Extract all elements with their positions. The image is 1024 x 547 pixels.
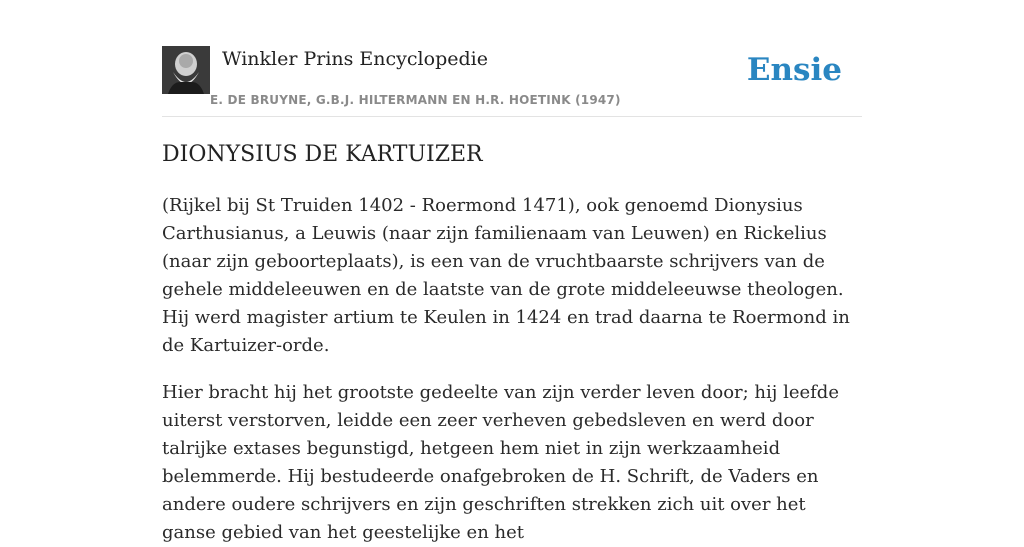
site-title[interactable]: Winkler Prins Encyclopedie: [222, 48, 488, 70]
article-paragraph: Hier bracht hij het grootste gedeelte van zijn verder leven door; hij leefde uiterst verstorven, leidde een zeer verheven gebedsleven en werd door talrijke extases begunstigd, hetgeen hem niet in zijn werkzaamheid belemmerde. Hij bestudeerde onafgebroken de H. Schrift, de Vaders en andere oudere schrijvers en zijn geschriften strekken zich uit over het ganse gebied van het geestelijke en het: [162, 382, 839, 543]
entry-title: DIONYSIUS DE KARTUIZER: [162, 142, 483, 167]
article: [162, 138, 862, 547]
portrait-icon: [162, 46, 210, 94]
author-avatar: [162, 46, 210, 94]
header: [162, 46, 862, 117]
authors-byline[interactable]: E. DE BRUYNE, G.B.J. HILTERMANN EN H.R. HOETINK (1947): [210, 93, 621, 107]
brand-logo[interactable]: Ensie: [746, 52, 842, 88]
article-paragraph: (Rijkel bij St Truiden 1402 - Roermond 1471), ook genoemd Dionysius Carthusianus, a Leuwis (naar zijn familienaam van Leuwen) en Rickelius (naar zijn geboorteplaats), is een van de vruchtbaarste schrijvers van de gehele middeleeuwen en de laatste van de grote middeleeuwse theologen. Hij werd magister artium te Keulen in 1424 en trad daarna te Roermond in de Kartuizer-orde.: [162, 195, 850, 356]
